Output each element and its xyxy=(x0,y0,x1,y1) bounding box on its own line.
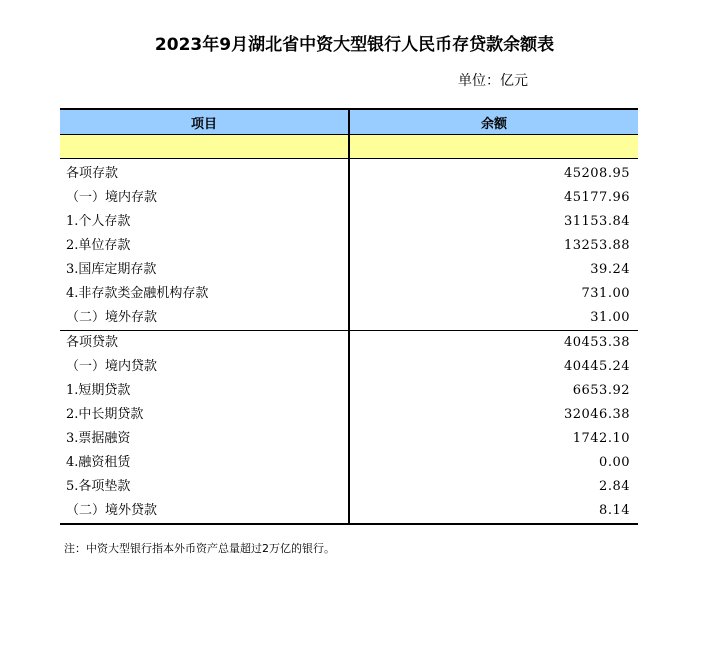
table-row xyxy=(60,159,638,187)
page-title: 2023年9月湖北省中资大型银行人民币存贷款余额表 xyxy=(154,35,555,55)
row-value: 0.00 xyxy=(599,455,630,470)
row-label: 4.融资租赁 xyxy=(60,451,349,475)
row-label: 4.非存款类金融机构存款 xyxy=(60,282,349,306)
table-row xyxy=(60,475,638,499)
row-value: 40445.24 xyxy=(563,359,630,374)
table-row xyxy=(60,499,638,524)
row-label: 各项存款 xyxy=(60,159,349,187)
row-label: （一）境内贷款 xyxy=(60,355,349,379)
row-label: 5.各项垫款 xyxy=(60,475,349,499)
row-value: 45208.95 xyxy=(563,166,630,181)
balance-table xyxy=(60,108,638,525)
row-label: （二）境外贷款 xyxy=(60,499,349,524)
column-header-balance: 余额 xyxy=(349,109,638,135)
table-row xyxy=(60,258,638,282)
row-value: 31153.84 xyxy=(563,214,630,229)
row-value: 8.14 xyxy=(349,499,638,524)
row-label: （一）境内存款 xyxy=(60,186,349,210)
table-row xyxy=(60,210,638,234)
row-value: 31.00 xyxy=(590,310,630,325)
table-row xyxy=(60,355,638,379)
column-header-item: 项目 xyxy=(60,109,349,135)
table-row xyxy=(60,331,638,356)
row-label: 3.票据融资 xyxy=(60,427,349,451)
table-row xyxy=(60,306,638,331)
table-header-row xyxy=(60,109,638,135)
unit-label: 单位：亿元 xyxy=(458,73,528,89)
table-row xyxy=(60,186,638,210)
balance-table-container xyxy=(60,108,638,525)
row-value: 6653.92 xyxy=(572,383,630,398)
table-row xyxy=(60,379,638,403)
row-value: 13253.88 xyxy=(563,238,630,253)
row-value: 2.84 xyxy=(599,479,630,494)
table-row xyxy=(60,403,638,427)
row-value: 39.24 xyxy=(590,262,630,277)
row-label: （二）境外存款 xyxy=(60,306,349,331)
row-value: 45177.96 xyxy=(563,190,630,205)
table-row xyxy=(60,451,638,475)
row-label: 各项贷款 xyxy=(60,331,349,356)
row-label: 1.个人存款 xyxy=(60,210,349,234)
row-value: 40453.38 xyxy=(349,331,638,356)
row-value: 32046.38 xyxy=(563,407,630,422)
highlight-spacer-row xyxy=(60,135,638,159)
table-row xyxy=(60,282,638,306)
footnote: 注：中资大型银行指本外币资产总量超过2万亿的银行。 xyxy=(64,542,335,555)
row-label: 1.短期贷款 xyxy=(60,379,349,403)
row-value: 731.00 xyxy=(581,286,630,301)
spacer-cell xyxy=(349,135,638,159)
spacer-cell xyxy=(60,135,349,159)
table-row xyxy=(60,234,638,258)
row-label: 2.单位存款 xyxy=(60,234,349,258)
row-label: 2.中长期贷款 xyxy=(60,403,349,427)
row-label: 3.国库定期存款 xyxy=(60,258,349,282)
row-value: 1742.10 xyxy=(572,431,630,446)
table-row xyxy=(60,427,638,451)
